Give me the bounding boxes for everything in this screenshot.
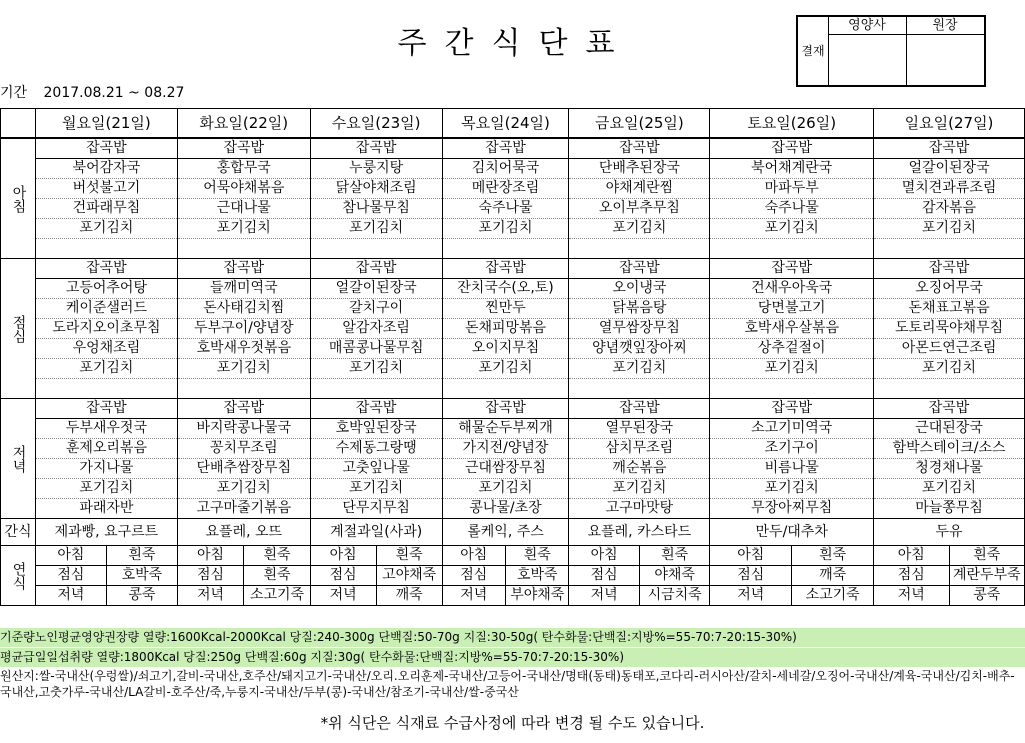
menu-cell xyxy=(35,379,177,399)
approval-col-nutritionist xyxy=(828,17,907,85)
approval-col-director xyxy=(906,17,984,85)
congee-meal-label: 저녁 xyxy=(443,586,506,605)
menu-cell: 포기김치 xyxy=(710,359,874,379)
menu-cell: 비름나물 xyxy=(710,459,874,479)
menu-cell xyxy=(177,379,310,399)
menu-row xyxy=(1,259,1025,279)
congee-item: 호박죽 xyxy=(516,567,558,583)
menu-cell: 우엉채조림 xyxy=(35,339,177,359)
menu-cell xyxy=(310,239,442,259)
menu-row xyxy=(1,199,1025,219)
congee-cell xyxy=(310,546,442,566)
congee-meal-label: 아침 xyxy=(311,546,377,565)
congee-item: 콩죽 xyxy=(128,587,156,603)
average-intake-label: 평균급 xyxy=(0,648,35,667)
day-header: 목요일(24일) xyxy=(442,109,569,139)
menu-cell: 포기김치 xyxy=(442,219,569,239)
menu-cell: 포기김치 xyxy=(310,479,442,499)
menu-cell: 콩나물/초장 xyxy=(442,499,569,519)
congee-meal-label: 점심 xyxy=(311,566,377,585)
congee-cell xyxy=(35,566,177,586)
congee-meal-label: 점심 xyxy=(569,566,639,585)
menu-cell: 포기김치 xyxy=(35,359,177,379)
congee-meal-label: 저녁 xyxy=(569,586,639,605)
congee-cell xyxy=(569,586,710,606)
menu-row xyxy=(1,299,1025,319)
menu-cell: 잡곡밥 xyxy=(177,259,310,279)
menu-cell: 단무지무침 xyxy=(310,499,442,519)
menu-cell: 포기김치 xyxy=(177,359,310,379)
menu-cell: 메란장조림 xyxy=(442,179,569,199)
menu-cell: 참나물무침 xyxy=(310,199,442,219)
congee-meal-label: 저녁 xyxy=(311,586,377,605)
menu-cell xyxy=(874,239,1025,259)
menu-row xyxy=(1,339,1025,359)
menu-cell: 잔치국수(오,토) xyxy=(442,279,569,299)
congee-meal-label: 저녁 xyxy=(178,586,244,605)
nutrition-standard-text: 노인평균영양권장량 열량:1600Kcal-2000Kcal 당질:240-300g 단백질:50-70g 지질:30-50g( 탄수화물:단백질:지방%=55-70:7-20:15-30%) xyxy=(34,630,797,644)
menu-cell: 잡곡밥 xyxy=(177,399,310,419)
menu-cell: 숙주나물 xyxy=(710,199,874,219)
congee-cell xyxy=(177,546,310,566)
congee-row xyxy=(1,586,1025,606)
congee-row xyxy=(1,566,1025,586)
approval-box xyxy=(796,15,986,87)
menu-cell: 열무쌈장무침 xyxy=(569,319,710,339)
congee-item: 고야채죽 xyxy=(382,567,437,583)
menu-cell: 찐만두 xyxy=(442,299,569,319)
menu-cell: 잡곡밥 xyxy=(35,138,177,159)
menu-cell: 갈치구이 xyxy=(310,299,442,319)
menu-cell: 삼치무조림 xyxy=(569,439,710,459)
menu-cell: 수제동그랑땡 xyxy=(310,439,442,459)
congee-item: 흰죽 xyxy=(128,547,156,563)
menu-cell: 포기김치 xyxy=(442,479,569,499)
menu-cell: 포기김치 xyxy=(177,219,310,239)
menu-cell: 잡곡밥 xyxy=(35,399,177,419)
menu-cell: 호박새우살볶음 xyxy=(710,319,874,339)
menu-cell: 고구마맛탕 xyxy=(569,499,710,519)
menu-row xyxy=(1,499,1025,519)
menu-cell: 청경채나물 xyxy=(874,459,1025,479)
congee-cell xyxy=(874,586,1025,606)
congee-item: 흰죽 xyxy=(661,547,689,563)
congee-item: 깨죽 xyxy=(819,567,847,583)
menu-cell: 포기김치 xyxy=(35,479,177,499)
congee-cell xyxy=(177,566,310,586)
congee-meal-label: 점심 xyxy=(178,566,244,585)
menu-table xyxy=(0,108,1025,606)
snack-cell: 계절과일(사과) xyxy=(310,519,442,546)
menu-cell: 북어감자국 xyxy=(35,159,177,179)
menu-cell: 포기김치 xyxy=(710,479,874,499)
congee-item: 흰죽 xyxy=(395,547,423,563)
menu-cell: 고등어추어탕 xyxy=(35,279,177,299)
menu-cell: 김치어묵국 xyxy=(442,159,569,179)
period-label: 기간 xyxy=(0,85,28,101)
menu-cell xyxy=(310,379,442,399)
menu-cell: 건파래무침 xyxy=(35,199,177,219)
menu-cell: 함박스테이크/소스 xyxy=(874,439,1025,459)
day-header: 월요일(21일) xyxy=(35,109,177,139)
menu-cell: 건새우아욱국 xyxy=(710,279,874,299)
menu-cell: 근대된장국 xyxy=(874,419,1025,439)
congee-meal-label: 아침 xyxy=(178,546,244,565)
meal-label-breakfast: 아침 xyxy=(1,138,36,259)
menu-cell: 야채계란찜 xyxy=(569,179,710,199)
menu-cell: 잡곡밥 xyxy=(710,259,874,279)
congee-cell xyxy=(35,546,177,566)
menu-cell: 가지전/양념장 xyxy=(442,439,569,459)
congee-meal-label: 점심 xyxy=(36,566,107,585)
menu-cell: 단배추쌈장무침 xyxy=(177,459,310,479)
congee-meal-label: 아침 xyxy=(36,546,107,565)
day-header: 일요일(27일) xyxy=(874,109,1025,139)
menu-cell: 닭살야채조림 xyxy=(310,179,442,199)
menu-cell: 포기김치 xyxy=(569,479,710,499)
congee-cell xyxy=(710,586,874,606)
congee-item: 콩죽 xyxy=(973,587,1001,603)
menu-cell: 케이준샐러드 xyxy=(35,299,177,319)
congee-cell xyxy=(310,566,442,586)
approval-col-director-label: 원장 xyxy=(906,17,984,35)
congee-cell xyxy=(710,546,874,566)
congee-meal-label: 저녁 xyxy=(874,586,949,605)
meal-label-dinner: 저녁 xyxy=(1,399,36,519)
menu-row xyxy=(1,379,1025,399)
congee-item: 소고기죽 xyxy=(249,587,305,603)
menu-row xyxy=(1,138,1025,159)
day-header: 화요일(22일) xyxy=(177,109,310,139)
menu-cell: 두부새우젓국 xyxy=(35,419,177,439)
menu-cell: 잡곡밥 xyxy=(310,399,442,419)
congee-row xyxy=(1,546,1025,566)
menu-cell: 포기김치 xyxy=(710,219,874,239)
menu-cell xyxy=(710,379,874,399)
menu-row xyxy=(1,319,1025,339)
menu-cell xyxy=(35,239,177,259)
menu-row xyxy=(1,179,1025,199)
menu-cell: 오이냉국 xyxy=(569,279,710,299)
menu-row xyxy=(1,279,1025,299)
menu-cell: 오이부추무침 xyxy=(569,199,710,219)
menu-cell: 잡곡밥 xyxy=(710,138,874,159)
congee-meal-label: 저녁 xyxy=(36,586,107,605)
footer-note: *위 식단은 식재료 수급사정에 따라 변경 될 수도 있습니다. xyxy=(320,714,705,732)
menu-cell xyxy=(442,379,569,399)
menu-cell: 훈제오리볶음 xyxy=(35,439,177,459)
day-header: 금요일(25일) xyxy=(569,109,710,139)
menu-cell: 숙주나물 xyxy=(442,199,569,219)
menu-row xyxy=(1,459,1025,479)
menu-cell: 포기김치 xyxy=(35,219,177,239)
menu-cell: 포기김치 xyxy=(874,479,1025,499)
congee-item: 부야채죽 xyxy=(510,587,565,603)
snack-cell: 요플레, 카스타드 xyxy=(569,519,710,546)
menu-cell xyxy=(874,379,1025,399)
menu-cell: 고구마줄기볶음 xyxy=(177,499,310,519)
menu-cell: 북어채계란국 xyxy=(710,159,874,179)
menu-cell: 아몬드연근조림 xyxy=(874,339,1025,359)
congee-item: 소고기죽 xyxy=(805,587,860,603)
menu-row xyxy=(1,439,1025,459)
menu-cell: 도라지오이초무침 xyxy=(35,319,177,339)
menu-cell: 파래자반 xyxy=(35,499,177,519)
menu-row xyxy=(1,419,1025,439)
congee-cell xyxy=(710,566,874,586)
menu-row xyxy=(1,479,1025,499)
congee-cell xyxy=(569,566,710,586)
congee-meal-label: 점심 xyxy=(710,566,792,585)
menu-cell: 호박새우젓볶음 xyxy=(177,339,310,359)
menu-cell: 잡곡밥 xyxy=(177,138,310,159)
congee-meal-label: 저녁 xyxy=(710,586,792,605)
menu-cell: 도토리묵야채무침 xyxy=(874,319,1025,339)
menu-cell: 알감자조림 xyxy=(310,319,442,339)
menu-cell: 포기김치 xyxy=(310,219,442,239)
menu-cell: 포기김치 xyxy=(569,359,710,379)
menu-cell: 잡곡밥 xyxy=(310,259,442,279)
menu-cell: 잡곡밥 xyxy=(569,399,710,419)
snack-cell: 요플레, 오뜨 xyxy=(177,519,310,546)
snack-label: 간식 xyxy=(1,519,36,546)
average-intake-row xyxy=(0,648,1025,667)
congee-cell xyxy=(442,546,569,566)
menu-cell: 포기김치 xyxy=(442,359,569,379)
congee-cell xyxy=(569,546,710,566)
menu-cell: 돈채피망볶음 xyxy=(442,319,569,339)
congee-meal-label: 아침 xyxy=(569,546,639,565)
menu-cell: 잡곡밥 xyxy=(35,259,177,279)
menu-cell: 포기김치 xyxy=(874,359,1025,379)
menu-cell: 고춧잎나물 xyxy=(310,459,442,479)
nutrition-standard-row xyxy=(0,628,1025,647)
menu-cell: 포기김치 xyxy=(569,219,710,239)
approval-col-nutritionist-label: 영양사 xyxy=(828,17,906,35)
menu-cell: 어묵야채볶음 xyxy=(177,179,310,199)
congee-meal-label: 점심 xyxy=(443,566,506,585)
menu-cell: 단배추된장국 xyxy=(569,159,710,179)
menu-cell: 두부구이/양념장 xyxy=(177,319,310,339)
menu-cell: 잡곡밥 xyxy=(569,259,710,279)
menu-cell: 바지락콩나물국 xyxy=(177,419,310,439)
menu-cell: 잡곡밥 xyxy=(874,138,1025,159)
congee-cell xyxy=(35,586,177,606)
menu-cell: 상추겉절이 xyxy=(710,339,874,359)
congee-cell xyxy=(442,586,569,606)
congee-item: 흰죽 xyxy=(523,547,551,563)
average-intake-text: 일일섭취량 열량:1800Kcal 당질:250g 단백질:60g 지질:30g( 탄수화물:단백질:지방%=55-70:7-20:15-30%) xyxy=(34,650,624,664)
approval-label: 결재 xyxy=(798,17,829,85)
period-value: 2017.08.21 ~ 08.27 xyxy=(43,85,185,101)
congee-cell xyxy=(310,586,442,606)
menu-cell: 양념깻잎장아찌 xyxy=(569,339,710,359)
congee-item: 야채죽 xyxy=(654,567,695,583)
menu-cell xyxy=(710,239,874,259)
menu-cell: 오징어무국 xyxy=(874,279,1025,299)
menu-cell: 잡곡밥 xyxy=(874,259,1025,279)
menu-cell: 잡곡밥 xyxy=(874,399,1025,419)
congee-meal-label: 아침 xyxy=(874,546,949,565)
menu-row xyxy=(1,159,1025,179)
menu-cell xyxy=(569,379,710,399)
meal-label-lunch: 점심 xyxy=(1,259,36,399)
menu-cell: 무장아찌무침 xyxy=(710,499,874,519)
menu-cell: 근대쌈장무침 xyxy=(442,459,569,479)
congee-meal-label: 아침 xyxy=(710,546,792,565)
menu-cell: 가지나물 xyxy=(35,459,177,479)
menu-cell: 잡곡밥 xyxy=(442,138,569,159)
menu-cell: 열무된장국 xyxy=(569,419,710,439)
menu-cell: 버섯불고기 xyxy=(35,179,177,199)
menu-row xyxy=(1,399,1025,419)
snack-cell: 만두/대추차 xyxy=(710,519,874,546)
congee-item: 계란두부죽 xyxy=(952,567,1021,583)
congee-item: 깨죽 xyxy=(395,587,423,603)
menu-row xyxy=(1,219,1025,239)
congee-cell xyxy=(177,586,310,606)
menu-cell: 들깨미역국 xyxy=(177,279,310,299)
day-header-row xyxy=(1,109,1025,139)
period xyxy=(0,82,196,102)
menu-cell: 감자볶음 xyxy=(874,199,1025,219)
menu-cell: 잡곡밥 xyxy=(442,399,569,419)
congee-meal-label: 점심 xyxy=(874,566,949,585)
menu-cell: 깨순볶음 xyxy=(569,459,710,479)
snack-row xyxy=(1,519,1025,546)
congee-item: 흰죽 xyxy=(263,547,291,563)
menu-cell: 오이지무침 xyxy=(442,339,569,359)
congee-meal-label: 아침 xyxy=(443,546,506,565)
menu-cell: 돈사태김치찜 xyxy=(177,299,310,319)
menu-cell: 잡곡밥 xyxy=(442,259,569,279)
snack-cell: 두유 xyxy=(874,519,1025,546)
menu-row xyxy=(1,239,1025,259)
snack-cell: 제과빵, 요구르트 xyxy=(35,519,177,546)
menu-cell: 잡곡밥 xyxy=(569,138,710,159)
menu-cell: 마늘쫑무침 xyxy=(874,499,1025,519)
menu-cell xyxy=(177,239,310,259)
menu-cell xyxy=(442,239,569,259)
menu-cell: 마파두부 xyxy=(710,179,874,199)
nutrition-standard-label: 기준량 xyxy=(0,628,35,647)
day-header: 수요일(23일) xyxy=(310,109,442,139)
congee-label: 연식 xyxy=(1,546,36,606)
menu-cell: 멸치견과류조림 xyxy=(874,179,1025,199)
congee-cell xyxy=(874,546,1025,566)
page-title: 주간식단표 xyxy=(397,26,633,61)
congee-item: 시금치죽 xyxy=(647,587,702,603)
menu-cell: 돈채표고볶음 xyxy=(874,299,1025,319)
day-header: 토요일(26일) xyxy=(710,109,874,139)
menu-cell: 해물순두부찌개 xyxy=(442,419,569,439)
menu-row xyxy=(1,359,1025,379)
congee-item: 흰죽 xyxy=(263,567,291,583)
menu-cell: 닭볶음탕 xyxy=(569,299,710,319)
menu-cell: 잡곡밥 xyxy=(710,399,874,419)
congee-item: 흰죽 xyxy=(819,547,847,563)
congee-cell xyxy=(442,566,569,586)
menu-cell: 당면불고기 xyxy=(710,299,874,319)
origin-info: 원산지:쌀-국내산(우렁쌀)/쇠고기,갈비-국내산,호주산/돼지고기-국내산/오리.오리훈제-국내산/고등어-국내산/명태(동태)동태포,코다리-러시아산/갈치-세네갈/오징어-국내산/계육-국내산/김치-배추-국내산,고춧가루-국내산/LA갈비-호주산/죽,누룽지-국내산/두부(콩)-국내산/참조기-국내산/쌀-중국산 xyxy=(0,669,1015,699)
congee-item: 호박죽 xyxy=(121,567,163,583)
menu-cell: 얼갈이된장국 xyxy=(874,159,1025,179)
snack-cell: 롤케익, 주스 xyxy=(442,519,569,546)
menu-cell: 매콤콩나물무침 xyxy=(310,339,442,359)
menu-cell: 꽁치무조림 xyxy=(177,439,310,459)
congee-cell xyxy=(874,566,1025,586)
congee-item: 흰죽 xyxy=(973,547,1001,563)
menu-cell: 호박잎된장국 xyxy=(310,419,442,439)
menu-cell: 잡곡밥 xyxy=(310,138,442,159)
menu-cell: 근대나물 xyxy=(177,199,310,219)
menu-cell: 포기김치 xyxy=(874,219,1025,239)
menu-cell: 누룽지탕 xyxy=(310,159,442,179)
corner-cell xyxy=(1,109,36,139)
menu-cell: 조기구이 xyxy=(710,439,874,459)
menu-cell: 포기김치 xyxy=(310,359,442,379)
menu-cell: 홍합무국 xyxy=(177,159,310,179)
menu-cell xyxy=(569,239,710,259)
menu-cell: 소고기미역국 xyxy=(710,419,874,439)
menu-cell: 포기김치 xyxy=(177,479,310,499)
menu-cell: 얼갈이된장국 xyxy=(310,279,442,299)
